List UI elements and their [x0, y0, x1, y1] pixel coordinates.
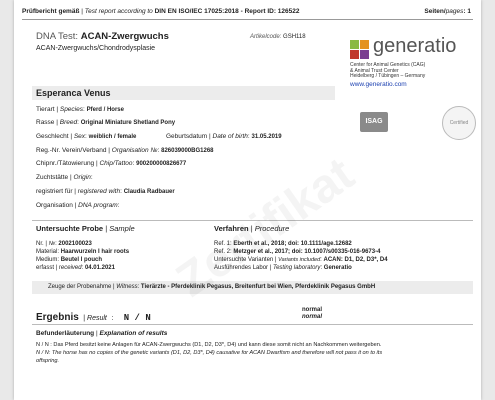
- detail-label: Tierart: [36, 106, 55, 113]
- detail-value: 900200000826677: [136, 161, 187, 167]
- detail-value: Original Miniature Shetland Pony: [80, 120, 176, 126]
- interpretation-text: [36, 341, 382, 365]
- witness-label: Zeuge der Probenahme: [48, 284, 112, 290]
- medium-value: Beutel I pouch: [60, 257, 103, 263]
- lab-label: Ausführendes Labor: [214, 265, 269, 271]
- article-label: Artikelcode:: [250, 34, 282, 40]
- detail-label-en: Organisation №: [111, 147, 158, 154]
- sample-nr-label-en: №: [48, 241, 56, 247]
- detail-registered-with: registriert für | registered with: Claudia Radbauer: [36, 188, 175, 195]
- result-label: Ergebnis: [36, 312, 79, 323]
- detail-organisation: Organisation | DNA program:: [36, 202, 120, 209]
- procedure-details: Ref. 1: Eberth et al., 2018; doi: 10.1111/age.12682 Ref. 2: Metzger et al., 2017; doi: 10.1007/s00335-016-9673-4 Untersuchte Varianten | Variants included: ACAN: D1, D2, D3*, D4 Ausführendes Labor | Testing laboratory: Generatio: [214, 241, 388, 271]
- material-value: Haarwurzeln I hair roots: [60, 249, 130, 255]
- detail-label: Zuchtstätte: [36, 174, 69, 181]
- seal-label: Certified: [449, 120, 469, 126]
- procedure-title: Verfahren | Procedure: [214, 224, 290, 233]
- ref2-value: Metzger et al., 2017; doi: 10.1007/s00335-016-9673-4: [233, 249, 381, 255]
- pages-label-en: pages: [445, 8, 464, 15]
- detail-label: registriert für: [36, 188, 73, 195]
- detail-label: Reg.-Nr. Verein/Verband: [36, 147, 107, 154]
- pages-label: Seiten/: [424, 8, 446, 15]
- detail-sex: Geschlecht | Sex: weiblich / female: [36, 133, 137, 140]
- interpretation-title: Befunderläuterung | Explanation of results: [36, 330, 168, 337]
- brand-name: generatio: [373, 35, 457, 57]
- brand-line-2: & Animal Trust Center: [350, 67, 399, 74]
- result-normal-1: normal: [302, 307, 323, 313]
- detail-value: Pferd / Horse: [86, 107, 124, 113]
- variants-label: Untersuchte Varianten: [214, 257, 274, 263]
- sample-details: Nr. | №: 2002100023 Material: Haarwurzeln I hair roots Medium: Beutel I pouch erfasst | received: 04.01.2021: [36, 241, 130, 271]
- detail-value: Claudia Radbauer: [123, 189, 175, 195]
- interpretation-en: N / N: The horse has no copies of the genetic variants (D1, D2, D3*, D4) causative for ACAN Dwarfism and therefore will not pass it on to its: [36, 350, 383, 356]
- received-label-en: received: [58, 265, 82, 271]
- ref1-value: Eberth et al., 2018; doi: 10.1111/age.12682: [233, 241, 352, 247]
- detail-label-en: registered with: [77, 188, 121, 195]
- detail-value: weiblich / female: [88, 134, 137, 140]
- header-label-en: Test report according to: [84, 8, 153, 15]
- material-label: Material:: [36, 249, 60, 255]
- lab-label-en: Testing laboratory: [272, 265, 321, 271]
- dna-test-title: [36, 31, 169, 42]
- detail-label: Rasse: [36, 119, 55, 126]
- report-header: Prüfbericht gemäß | Test report according to DIN EN ISO/IEC 17025:2018 - Report ID: 126522: [22, 8, 300, 15]
- detail-label-en: Origin: [73, 174, 91, 181]
- detail-label-en: Date of birth: [212, 133, 248, 140]
- result-interpretation-short: [302, 307, 322, 321]
- detail-label-en: Chip/Tattoo: [99, 160, 133, 167]
- detail-origin: Zuchtstätte | Origin:: [36, 174, 93, 181]
- sample-title-de: Untersuchte Probe: [36, 224, 104, 233]
- lab-value: Generatio: [323, 265, 352, 271]
- result-normal-2: normal: [302, 314, 323, 320]
- sample-nr-value: 2002100023: [58, 241, 92, 247]
- procedure-title-en: Procedure: [254, 224, 290, 233]
- certification-seal-icon: [442, 106, 476, 140]
- detail-birth-date: Geburtsdatum | Date of birth: 31.05.2019: [166, 133, 282, 140]
- witness-label-en: Witness: [116, 284, 138, 290]
- detail-value: 826039000BG1268: [161, 148, 214, 154]
- sample-title-en: Sample: [109, 224, 135, 233]
- detail-label-en: DNA program: [78, 202, 118, 209]
- detail-label-en: Species: [59, 106, 83, 113]
- standard-report-id: DIN EN ISO/IEC 17025:2018 - Report ID: 126522: [154, 8, 300, 15]
- ref1-label: Ref. 1:: [214, 241, 232, 247]
- animal-name: Esperanca Venus: [36, 88, 111, 98]
- medium-label: Medium:: [36, 257, 60, 263]
- procedure-title-de: Verfahren: [214, 224, 249, 233]
- result-label-en: Result: [87, 315, 107, 322]
- detail-value: 31.05.2019: [251, 134, 282, 140]
- interpretation-de: N / N : Das Pferd besitzt keine Anlagen für ACAN-Zwergwuchs (D1, D2, D3*, D4) und kann diese somit nicht an Nachkommen weitergeben.: [36, 342, 382, 348]
- article-code: [250, 34, 306, 40]
- received-value: 04.01.2021: [84, 265, 115, 271]
- interpretation-title-de: Befunderläuterung: [36, 330, 95, 337]
- dna-test-subtitle: ACAN-Zwergwuchs/Chondrodysplasie: [36, 45, 156, 52]
- result-value: N / N: [123, 313, 151, 323]
- witness-line: Zeuge der Probenahme | Witness: Tierärzte - Pferdeklinik Pegasus, Breitenfurt bei Wien, Pferdeklinik Pegasus GmbH: [48, 284, 376, 290]
- interpretation-title-en: Explanation of results: [99, 330, 168, 337]
- sample-nr-label: Nr.: [36, 241, 44, 247]
- result-line: Ergebnis | Result : N / N: [36, 312, 151, 323]
- header-label-de: Prüfbericht gemäß: [22, 8, 80, 15]
- detail-label-en: Breed: [59, 119, 78, 126]
- result-rule: [32, 324, 473, 325]
- detail-label: Chipnr./Tätowierung: [36, 160, 95, 167]
- pages-value: : 1: [463, 8, 471, 15]
- page-count: [424, 8, 471, 15]
- header-rule: [22, 19, 473, 20]
- brand-address: [350, 63, 425, 80]
- detail-registration: Reg.-Nr. Verein/Verband | Organisation №: 826039000BG1268: [36, 147, 214, 154]
- report-page: [14, 0, 481, 400]
- isag-badge-icon: ISAG: [360, 112, 388, 132]
- brand-line-1: Center for Animal Genetics (CAG): [350, 62, 426, 68]
- brand-url[interactable]: www.generatio.com: [350, 81, 407, 88]
- received-label: erfasst: [36, 265, 55, 271]
- detail-species: Tierart | Species: Pferd / Horse: [36, 106, 124, 113]
- interpretation-en-cont: offspring.: [36, 358, 60, 364]
- detail-label: Geschlecht: [36, 133, 69, 140]
- dna-test-name: ACAN-Zwergwuchs: [80, 31, 169, 42]
- detail-label-en: Sex: [73, 133, 86, 140]
- detail-label: Geburtsdatum: [166, 133, 208, 140]
- variants-value: ACAN: D1, D2, D3*, D4: [323, 257, 388, 263]
- variants-label-en: Variants included: [278, 257, 321, 263]
- brand-line-3: Heidelberg / Tübingen – Germany: [350, 73, 426, 79]
- article-value: GSH118: [283, 34, 306, 40]
- witness-value: Tierärzte - Pferdeklinik Pegasus, Breitenfurt bei Wien, Pferdeklinik Pegasus GmbH: [140, 284, 376, 290]
- ref2-label: Ref. 2:: [214, 249, 232, 255]
- detail-label: Organisation: [36, 202, 73, 209]
- sample-title: Untersuchte Probe | Sample: [36, 224, 135, 233]
- detail-breed: Rasse | Breed: Original Miniature Shetland Pony: [36, 119, 176, 126]
- dna-test-label: DNA Test:: [36, 31, 79, 42]
- detail-chip: Chipnr./Tätowierung | Chip/Tattoo: 900200000826677: [36, 160, 187, 167]
